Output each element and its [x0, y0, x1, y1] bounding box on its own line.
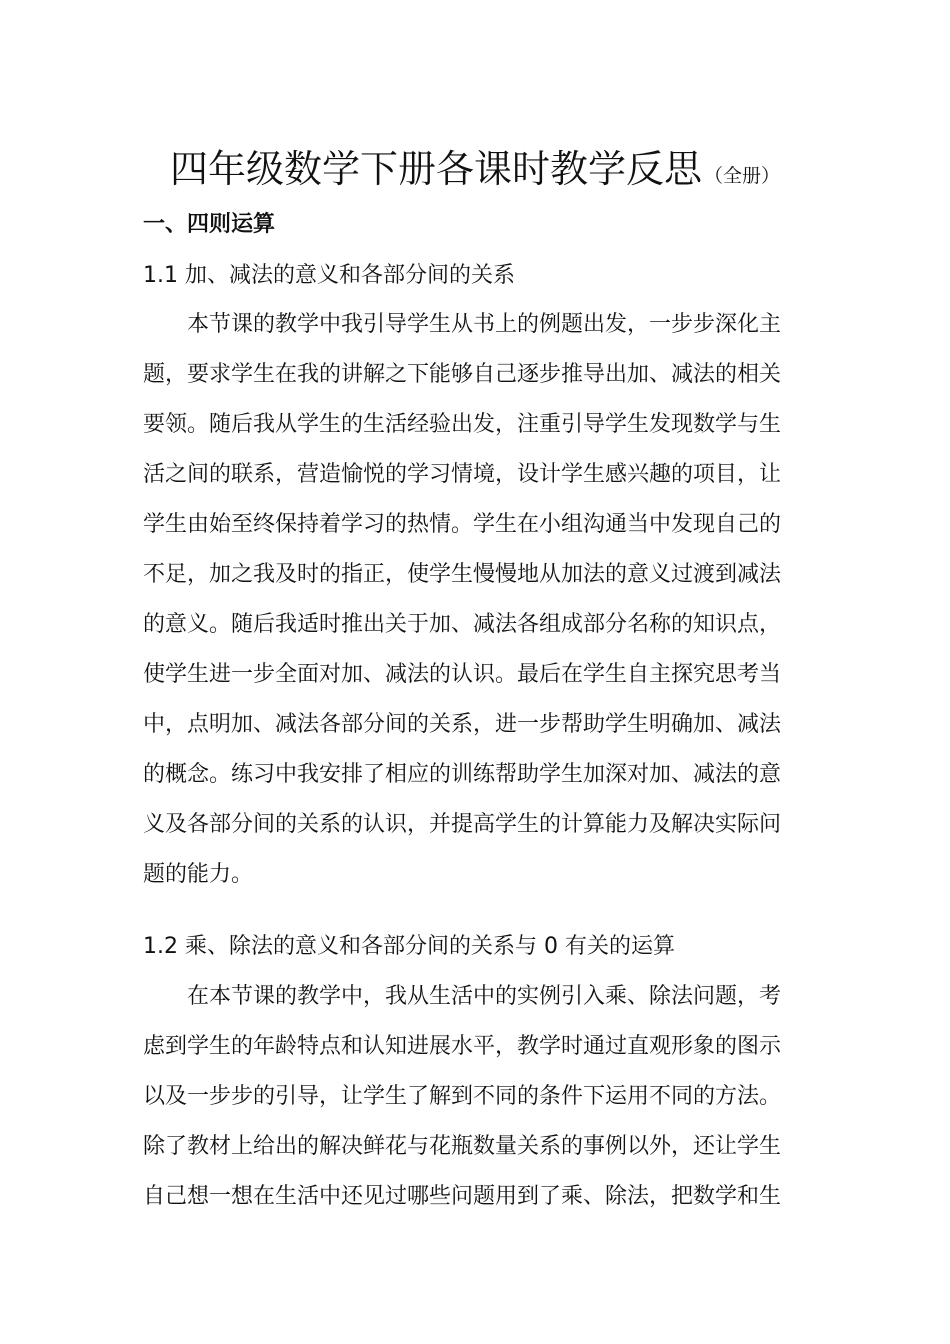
paragraph-line: 活之间的联系，营造愉悦的学习情境，设计学生感兴趣的项目，让	[143, 462, 782, 487]
paragraph-line: 不足，加之我及时的指正，使学生慢慢地从加法的意义过渡到减法	[143, 562, 782, 587]
paragraph-line: 题，要求学生在我的讲解之下能够自己逐步推导出加、减法的相关	[143, 362, 782, 387]
title-text: 四年级数学下册各课时教学反思	[169, 147, 702, 191]
subsection-heading-1-1: 1.1 加、减法的意义和各部分间的关系	[143, 263, 515, 288]
paragraph-line: 要领。随后我从学生的生活经验出发，注重引导学生发现数学与生	[143, 412, 782, 437]
paragraph-line: 中，点明加、减法各部分间的关系，进一步帮助学生明确加、减法	[143, 712, 782, 737]
paragraph-line: 的意义。随后我适时推出关于加、减法各组成部分名称的知识点，	[143, 612, 782, 637]
paragraph-line: 本节课的教学中我引导学生从书上的例题出发，一步步深化主	[187, 312, 782, 337]
paragraph-line: 以及一步步的引导，让学生了解到不同的条件下运用不同的方法。	[143, 1084, 782, 1109]
paragraph-line: 除了教材上给出的解决鲜花与花瓶数量关系的事例以外，还让学生	[143, 1134, 782, 1159]
paragraph-line: 题的能力。	[143, 862, 254, 887]
paragraph-line: 虑到学生的年龄特点和认知进展水平，教学时通过直观形象的图示	[143, 1034, 782, 1059]
paragraph-line: 使学生进一步全面对加、减法的认识。最后在学生自主探究思考当	[143, 662, 782, 687]
paragraph-line: 自己想一想在生活中还见过哪些问题用到了乘、除法，把数学和生	[143, 1184, 782, 1209]
paragraph-line: 在本节课的教学中，我从生活中的实例引入乘、除法问题，考	[187, 984, 782, 1009]
paragraph-line: 的概念。练习中我安排了相应的训练帮助学生加深对加、减法的意	[143, 762, 782, 787]
paragraph-line: 义及各部分间的关系的认识，并提高学生的计算能力及解决实际问	[143, 812, 782, 837]
paragraph-line: 学生由始至终保持着学习的热情。学生在小组沟通当中发现自己的	[143, 512, 782, 537]
title-note: （全册）	[704, 165, 781, 187]
section-heading: 一、四则运算	[143, 212, 276, 237]
document-title	[0, 138, 950, 193]
subsection-heading-1-2: 1.2 乘、除法的意义和各部分间的关系与 0 有关的运算	[143, 934, 675, 959]
